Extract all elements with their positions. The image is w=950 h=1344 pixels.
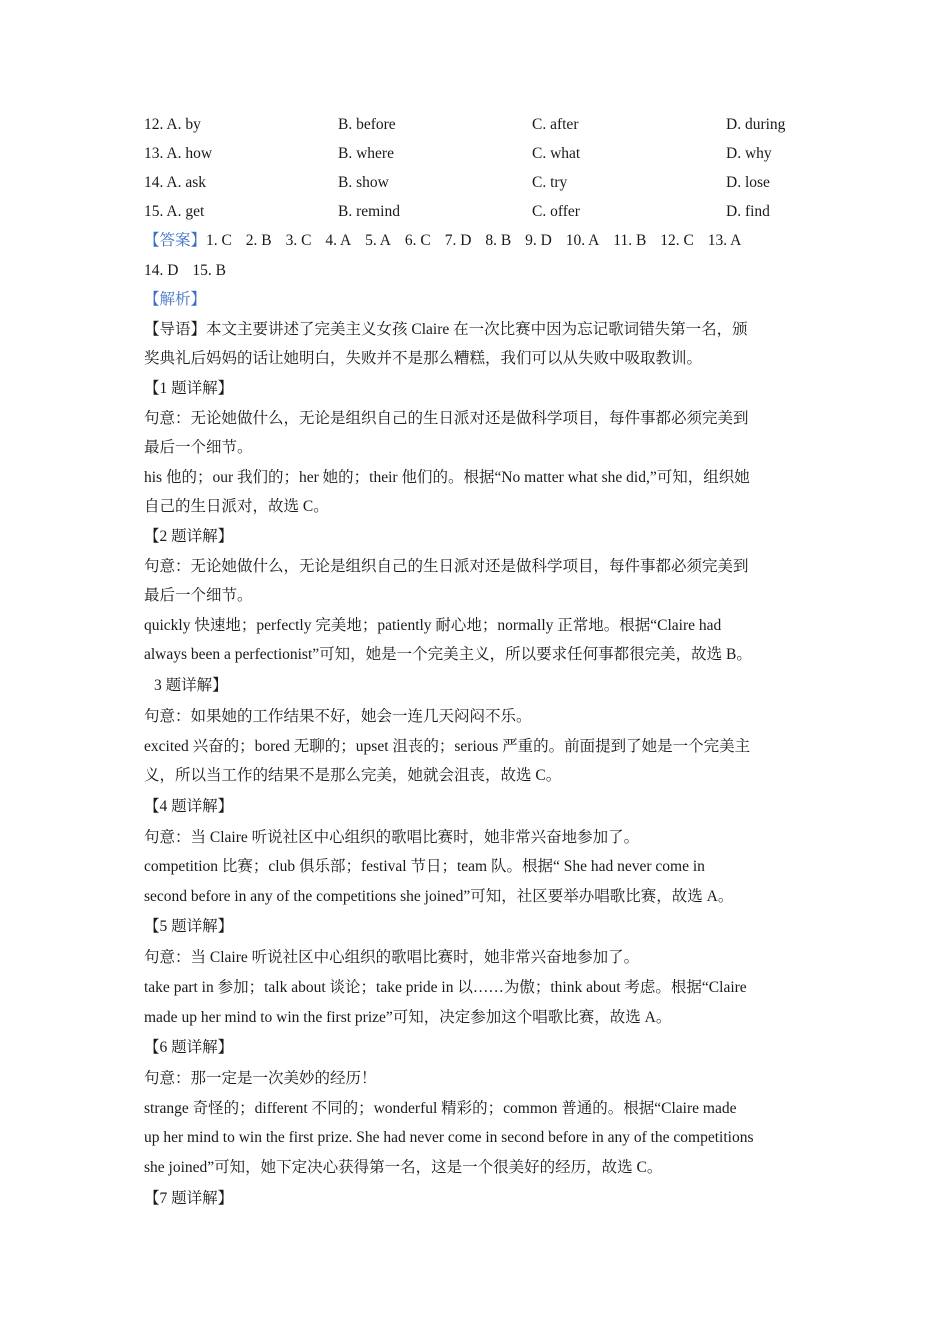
answer-item: 13. A bbox=[707, 232, 742, 249]
option-row-15 bbox=[144, 197, 814, 226]
q1-title: 【1 题详解】 bbox=[144, 379, 234, 397]
guide-line-2: 奖典礼后妈妈的话让她明白，失败并不是那么糟糕，我们可以从失败中吸取教训。 bbox=[144, 350, 703, 368]
q1-explanation-1: his 他的；our 我们的；her 她的；their 他们的。根据“No matter what she did,”可知，组织她 bbox=[144, 468, 750, 486]
answer-item: 10. A bbox=[565, 232, 600, 249]
option-14-b: B. show bbox=[338, 174, 389, 191]
q2-sentence-1: 句意：无论她做什么，无论是组织自己的生日派对还是做科学项目，每件事都必须完美到 bbox=[144, 557, 749, 575]
option-row-13 bbox=[144, 139, 814, 168]
q3-sentence-1: 句意：如果她的工作结果不好，她会一连几天闷闷不乐。 bbox=[144, 707, 532, 725]
option-14-c: C. try bbox=[532, 174, 568, 191]
analysis-label: 【解析】 bbox=[144, 291, 207, 309]
q4-explanation-2: second before in any of the competitions she joined”可知，社区要举办唱歌比赛，故选 A。 bbox=[144, 887, 734, 905]
answer-item: 11. B bbox=[613, 232, 647, 249]
q2-explanation-2: always been a perfectionist”可知，她是一个完美主义，所以要求任何事都很完美，故选 B。 bbox=[144, 646, 752, 664]
answer-line-2 bbox=[144, 256, 814, 286]
option-12-a: 12. A. by bbox=[144, 116, 201, 133]
option-13-a: 13. A. how bbox=[144, 145, 213, 162]
q7-title: 【7 题详解】 bbox=[144, 1189, 234, 1207]
answer-item: 4. A bbox=[325, 232, 352, 249]
option-15-c: C. offer bbox=[532, 203, 580, 220]
option-12-c: C. after bbox=[532, 116, 579, 133]
q2-sentence-2: 最后一个细节。 bbox=[144, 587, 253, 605]
option-15-a: 15. A. get bbox=[144, 203, 205, 220]
option-13-c: C. what bbox=[532, 145, 581, 162]
q3-explanation-2: 义，所以当工作的结果不是那么完美，她就会沮丧，故选 C。 bbox=[144, 767, 562, 785]
option-12-d: D. during bbox=[726, 116, 786, 133]
option-row-12 bbox=[144, 110, 814, 139]
q4-explanation-1: competition 比赛；club 俱乐部；festival 节日；team 队。根据“ She had never come in bbox=[144, 858, 705, 876]
q6-sentence-1: 句意：那一定是一次美妙的经历！ bbox=[144, 1070, 377, 1088]
q6-title: 【6 题详解】 bbox=[144, 1039, 234, 1057]
q5-sentence-1: 句意：当 Claire 听说社区中心组织的歌唱比赛时，她非常兴奋地参加了。 bbox=[144, 949, 640, 967]
guide-line-1: 【导语】本文主要讲述了完美主义女孩 Claire 在一次比赛中因为忘记歌词错失第一名，颁 bbox=[144, 320, 748, 338]
options-block bbox=[144, 110, 814, 226]
answer-item: 7. D bbox=[444, 232, 472, 249]
answer-item: 9. D bbox=[525, 232, 552, 249]
q4-sentence-1: 句意：当 Claire 听说社区中心组织的歌唱比赛时，她非常兴奋地参加了。 bbox=[144, 828, 640, 846]
option-14-d: D. lose bbox=[726, 174, 770, 191]
answer-item: 15. B bbox=[192, 261, 226, 279]
option-12-b: B. before bbox=[338, 116, 396, 133]
answer-item: 5. A bbox=[365, 232, 391, 249]
document-page bbox=[144, 110, 814, 1215]
q5-title: 【5 题详解】 bbox=[144, 918, 234, 936]
q4-title: 【4 题详解】 bbox=[144, 797, 234, 815]
answer-label: 【答案】 bbox=[144, 232, 207, 249]
q2-explanation-1: quickly 快速地；perfectly 完美地；patiently 耐心地；normally 正常地。根据“Claire had bbox=[144, 616, 722, 634]
q1-sentence-1: 句意：无论她做什么，无论是组织自己的生日派对还是做科学项目，每件事都必须完美到 bbox=[144, 409, 749, 427]
answer-line-1 bbox=[144, 226, 814, 256]
q3-explanation-1: excited 兴奋的；bored 无聊的；upset 沮丧的；serious 严重的。前面提到了她是一个完美主 bbox=[144, 737, 751, 755]
option-13-b: B. where bbox=[338, 145, 394, 162]
q2-title: 【2 题详解】 bbox=[144, 527, 234, 545]
answer-item: 12. C bbox=[660, 232, 694, 249]
option-13-d: D. why bbox=[726, 145, 772, 162]
option-15-d: D. find bbox=[726, 203, 770, 220]
q6-explanation-3: she joined”可知，她下定决心获得第一名，这是一个很美好的经历，故选 C。 bbox=[144, 1159, 663, 1177]
q5-explanation-2: made up her mind to win the first prize”可知，决定参加这个唱歌比赛，故选 A。 bbox=[144, 1008, 672, 1026]
q3-title: 3 题详解】 bbox=[154, 676, 228, 694]
answer-item: 6. C bbox=[404, 232, 431, 249]
option-14-a: 14. A. ask bbox=[144, 174, 206, 191]
answer-item: 1. C bbox=[206, 232, 232, 249]
option-15-b: B. remind bbox=[338, 203, 400, 220]
option-row-14 bbox=[144, 168, 814, 197]
q6-explanation-2: up her mind to win the first prize. She had never come in second before in any of the competitions bbox=[144, 1129, 754, 1147]
q1-explanation-2: 自己的生日派对，故选 C。 bbox=[144, 498, 329, 516]
q1-sentence-2: 最后一个细节。 bbox=[144, 439, 253, 457]
answer-item: 3. C bbox=[285, 232, 312, 249]
answer-item: 14. D bbox=[144, 261, 179, 279]
q5-explanation-1: take part in 参加；talk about 谈论；take pride in 以……为傲；think about 考虑。根据“Claire bbox=[144, 979, 747, 997]
answer-item: 2. B bbox=[245, 232, 272, 249]
answer-item: 8. B bbox=[485, 232, 512, 249]
q6-explanation-1: strange 奇怪的；different 不同的；wonderful 精彩的；common 普通的。根据“Claire made bbox=[144, 1099, 737, 1117]
